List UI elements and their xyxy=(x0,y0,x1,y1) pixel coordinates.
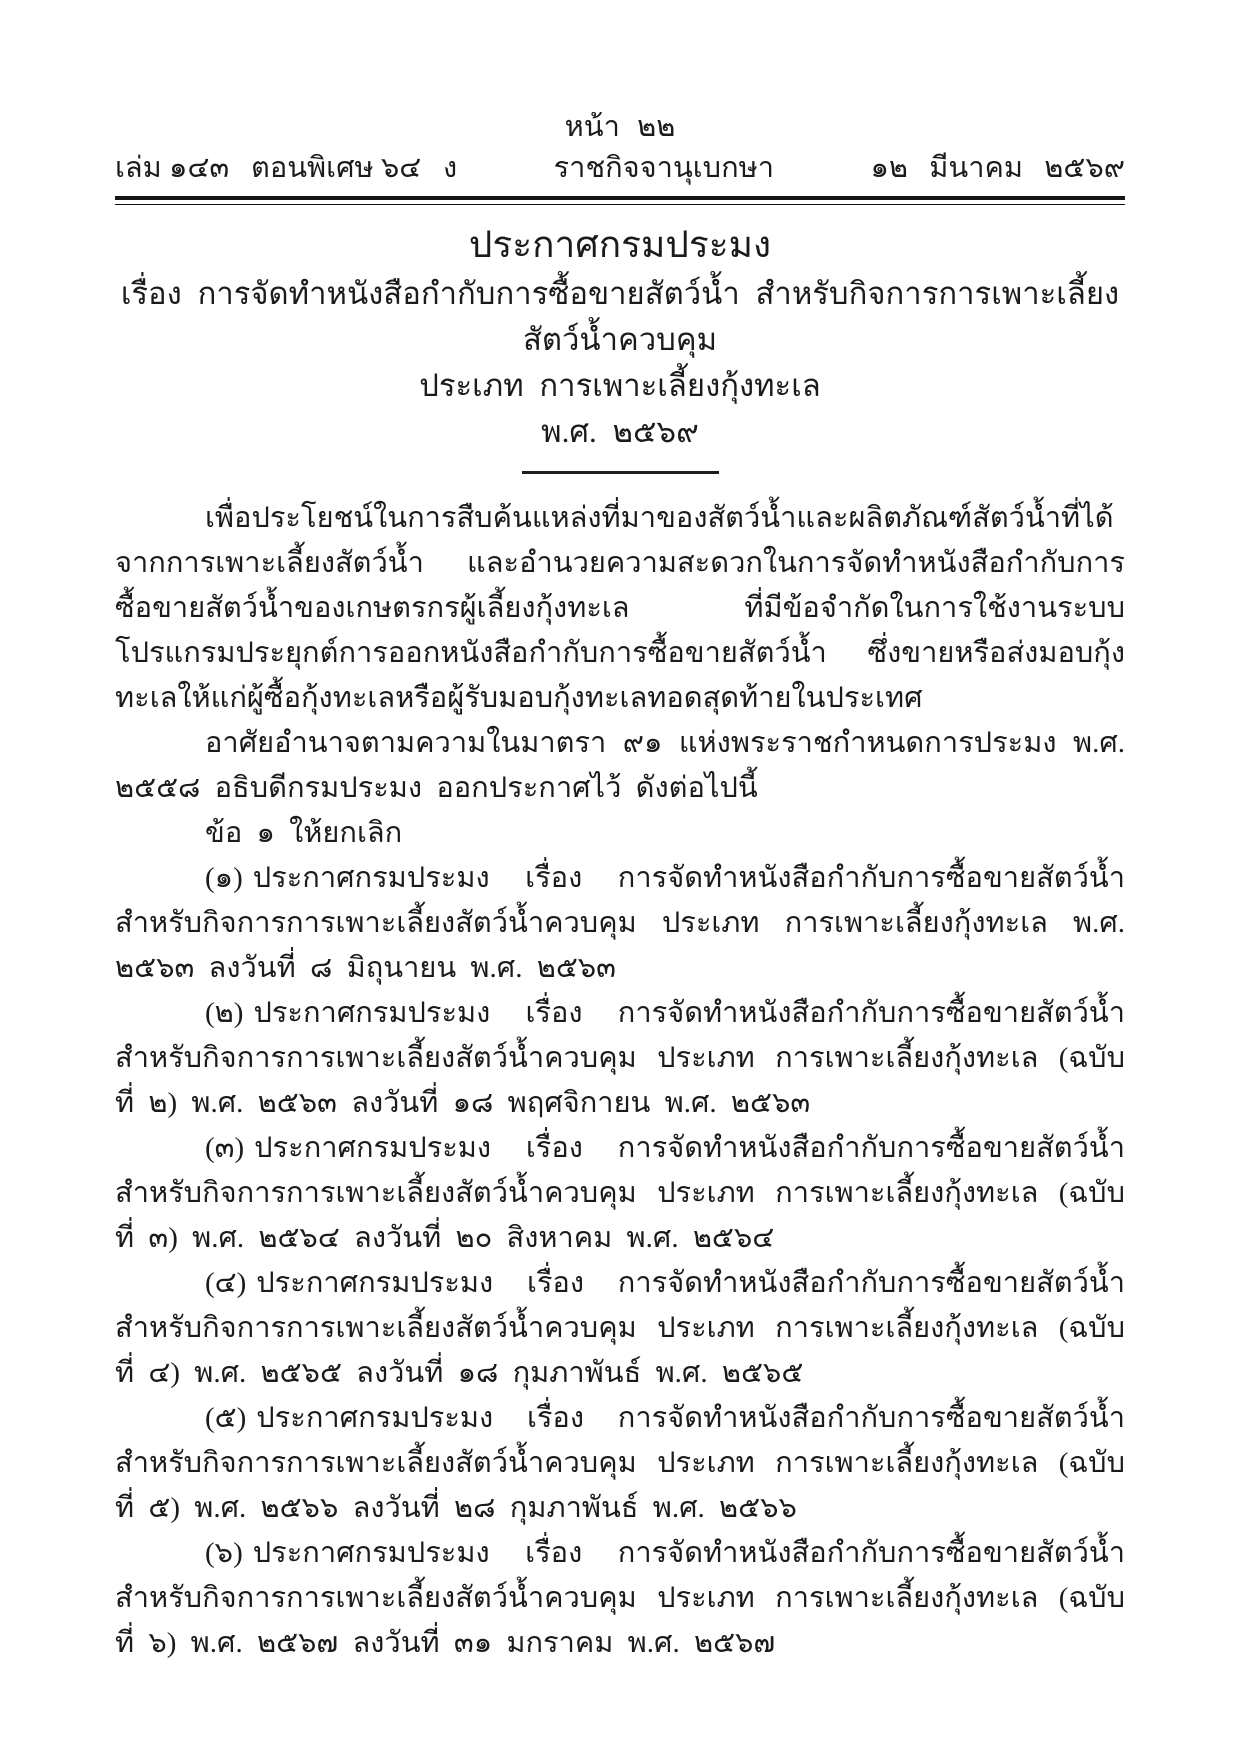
item-3-number: (๓) xyxy=(205,1132,245,1164)
clause-1: ข้อ ๑ ให้ยกเลิก xyxy=(205,817,403,849)
header-double-rule xyxy=(115,196,1125,205)
item-1-number: (๑) xyxy=(205,862,243,894)
item-6-text: ประกาศกรมประมง เรื่อง การจัดทำหนังสือกำกับการซื้อขายสัตว์น้ำ สำหรับกิจการการเพาะเลี้ยงสัตว์น้ำควบคุม ประเภท การเพาะเลี้ยงกุ้งทะเล (ฉบับที่ ๖) พ.ศ. ๒๕๖๗ ลงวันที่ ๓๑ มกราคม พ.ศ. ๒๕๖๗ xyxy=(115,1537,1125,1659)
announcement-year: พ.ศ. ๒๕๖๙ xyxy=(541,414,699,449)
repealed-item-6 xyxy=(115,1531,1125,1666)
preamble-paragraph: เพื่อประโยชน์ในการสืบค้นแหล่งที่มาของสัตว์น้ำและผลิตภัณฑ์สัตว์น้ำที่ได้จากการเพาะเลี้ยงสัตว์น้ำ และอำนวยความสะดวกในการจัดทำหนังสือกำกับการซื้อขายสัตว์น้ำของเกษตรกรผู้เลี้ยงกุ้งทะเล ที่มีข้อจำกัดในการใช้งานระบบโปรแกรมประยุกต์การออกหนังสือกำกับการซื้อขายสัตว์น้ำ ซึ่งขายหรือส่งมอบกุ้งทะเลให้แก่ผู้ซื้อกุ้งทะเลหรือผู้รับมอบกุ้งทะเลทอดสุดท้ายในประเทศ xyxy=(115,502,1125,714)
announcement-title-block xyxy=(115,221,1125,474)
announcement-type: ประเภท การเพาะเลี้ยงกุ้งทะเล xyxy=(419,368,821,403)
item-3-text: ประกาศกรมประมง เรื่อง การจัดทำหนังสือกำกับการซื้อขายสัตว์น้ำ สำหรับกิจการการเพาะเลี้ยงสัตว์น้ำควบคุม ประเภท การเพาะเลี้ยงกุ้งทะเล (ฉบับที่ ๓) พ.ศ. ๒๕๖๔ ลงวันที่ ๒๐ สิงหาคม พ.ศ. ๒๕๖๔ xyxy=(115,1132,1125,1254)
item-4-text: ประกาศกรมประมง เรื่อง การจัดทำหนังสือกำกับการซื้อขายสัตว์น้ำ สำหรับกิจการการเพาะเลี้ยงสัตว์น้ำควบคุม ประเภท การเพาะเลี้ยงกุ้งทะเล (ฉบับที่ ๔) พ.ศ. ๒๕๖๕ ลงวันที่ ๑๘ กุมภาพันธ์ พ.ศ. ๒๕๖๕ xyxy=(115,1267,1125,1389)
item-2-number: (๒) xyxy=(205,997,244,1029)
item-1-text: ประกาศกรมประมง เรื่อง การจัดทำหนังสือกำกับการซื้อขายสัตว์น้ำ สำหรับกิจการการเพาะเลี้ยงสัตว์น้ำควบคุม ประเภท การเพาะเลี้ยงกุ้งทะเล พ.ศ. ๒๕๖๓ ลงวันที่ ๘ มิถุนายน พ.ศ. ๒๕๖๓ xyxy=(115,862,1125,984)
gazette-header xyxy=(115,108,1125,205)
volume-issue-info: เล่ม ๑๔๓ ตอนพิเศษ ๖๔ ง xyxy=(115,152,458,184)
repealed-item-5 xyxy=(115,1396,1125,1531)
item-5-text: ประกาศกรมประมง เรื่อง การจัดทำหนังสือกำกับการซื้อขายสัตว์น้ำ สำหรับกิจการการเพาะเลี้ยงสัตว์น้ำควบคุม ประเภท การเพาะเลี้ยงกุ้งทะเล (ฉบับที่ ๕) พ.ศ. ๒๕๖๖ ลงวันที่ ๒๘ กุมภาพันธ์ พ.ศ. ๒๕๖๖ xyxy=(115,1402,1125,1524)
repealed-item-1 xyxy=(115,856,1125,991)
masthead-row xyxy=(115,148,1125,188)
page-number: หน้า ๒๒ xyxy=(564,111,676,143)
title-divider-rule xyxy=(522,471,719,474)
publication-date: ๑๒ มีนาคม ๒๕๖๙ xyxy=(870,152,1125,184)
announcement-body xyxy=(115,496,1125,1666)
announcement-heading: ประกาศกรมประมง xyxy=(468,225,772,266)
gazette-name: ราชกิจจานุเบกษา xyxy=(553,152,775,184)
item-2-text: ประกาศกรมประมง เรื่อง การจัดทำหนังสือกำกับการซื้อขายสัตว์น้ำ สำหรับกิจการการเพาะเลี้ยงสัตว์น้ำควบคุม ประเภท การเพาะเลี้ยงกุ้งทะเล (ฉบับที่ ๒) พ.ศ. ๒๕๖๓ ลงวันที่ ๑๘ พฤศจิกายน พ.ศ. ๒๕๖๓ xyxy=(115,997,1125,1119)
item-6-number: (๖) xyxy=(205,1537,243,1569)
repealed-item-2 xyxy=(115,991,1125,1126)
item-4-number: (๔) xyxy=(205,1267,247,1299)
repealed-item-3 xyxy=(115,1126,1125,1261)
authority-paragraph: อาศัยอำนาจตามความในมาตรา ๙๑ แห่งพระราชกำหนดการประมง พ.ศ. ๒๕๕๘ อธิบดีกรมประมง ออกประกาศไว้ ดังต่อไปนี้ xyxy=(115,727,1125,804)
repealed-item-4 xyxy=(115,1261,1125,1396)
item-5-number: (๕) xyxy=(205,1402,247,1434)
announcement-subject: เรื่อง การจัดทำหนังสือกำกับการซื้อขายสัตว์น้ำ สำหรับกิจการการเพาะเลี้ยงสัตว์น้ำควบคุม xyxy=(120,276,1120,357)
